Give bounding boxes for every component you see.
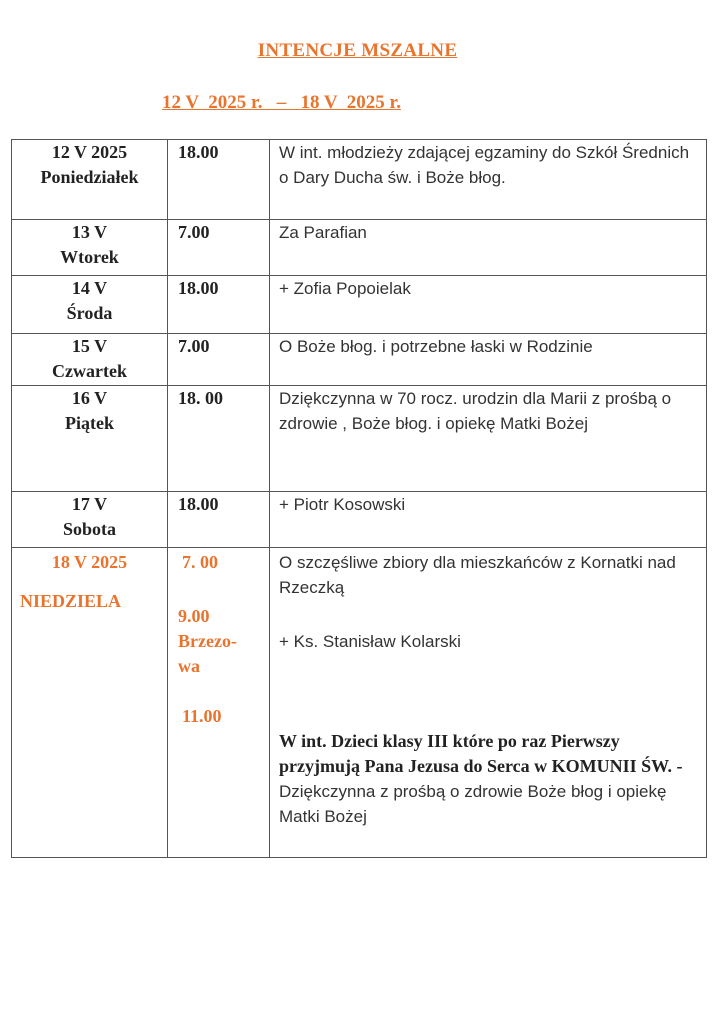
day-date: 17 V [71,494,108,514]
mass-place-a: Brzezo- [178,631,237,651]
mass-intention-3 [279,729,698,829]
day-date: 18 V 2025 [51,552,128,572]
intention-cell-sunday [270,548,707,858]
intention-cell: + Zofia Popoielak [270,276,707,334]
day-date: 12 V 2025 [51,142,128,162]
intention-cell: + Piotr Kosowski [270,492,707,548]
time-cell-sunday [168,548,270,858]
mass-time-1: 7. 00 [182,552,218,572]
time-cell: 18. 00 [168,386,270,492]
day-date: 16 V [71,388,108,408]
day-name: Czwartek [52,361,127,381]
table-row [12,140,707,220]
day-date: 15 V [71,336,108,356]
time-cell: 7.00 [168,334,270,386]
day-cell [12,220,168,276]
table-row [12,492,707,548]
intention-cell: Za Parafian [270,220,707,276]
table-row [12,386,707,492]
day-cell [12,276,168,334]
day-name: NIEDZIELA [20,591,122,611]
mass-intention-3-bold: W int. Dzieci klasy III które po raz Pierwszy przyjmują Pana Jezusa do Serca w KOMUNII ŚW. - [279,731,683,776]
day-date: 14 V [71,278,108,298]
day-name: Wtorek [60,247,119,267]
mass-intention-1: O szczęśliwe zbiory dla mieszkańców z Kornatki nad Rzeczką [279,553,676,597]
time-cell: 7.00 [168,220,270,276]
intention-cell: Dziękczynna w 70 rocz. urodzin dla Marii z prośbą o zdrowie , Boże błog. i opiekę Matki Bożej [270,386,707,492]
table-row [12,334,707,386]
intention-cell: O Boże błog. i potrzebne łaski w Rodzinie [270,334,707,386]
mass-place-b: wa [178,656,200,676]
table-row [12,220,707,276]
time-cell: 18.00 [168,492,270,548]
intention-cell: W int. młodzieży zdającej egzaminy do Szkół Średnich o Dary Ducha św. i Boże błog. [270,140,707,220]
mass-intention-3-rest: Dziękczynna z prośbą o zdrowie Boże błog i opiekę Matki Bożej [279,782,667,826]
page-title: INTENCJE MSZALNE [257,40,458,61]
day-name: Piątek [65,413,114,433]
intentions-table [11,139,707,858]
table-row-sunday [12,548,707,858]
day-name: Sobota [62,519,116,539]
mass-time-2: 9.00 [178,606,210,626]
time-cell: 18.00 [168,276,270,334]
day-cell [12,140,168,220]
mass-time-3: 11.00 [182,706,222,726]
day-cell [12,492,168,548]
day-name: Poniedziałek [40,167,139,187]
day-cell [12,386,168,492]
day-cell [12,334,168,386]
day-name: Środa [66,303,113,323]
mass-intention-2: + Ks. Stanisław Kolarski [279,632,461,651]
table-row [12,276,707,334]
day-cell-sunday [12,548,168,858]
date-range: 12 V 2025 r. – 18 V 2025 r. [162,92,401,113]
time-cell: 18.00 [168,140,270,220]
day-date: 13 V [71,222,108,242]
